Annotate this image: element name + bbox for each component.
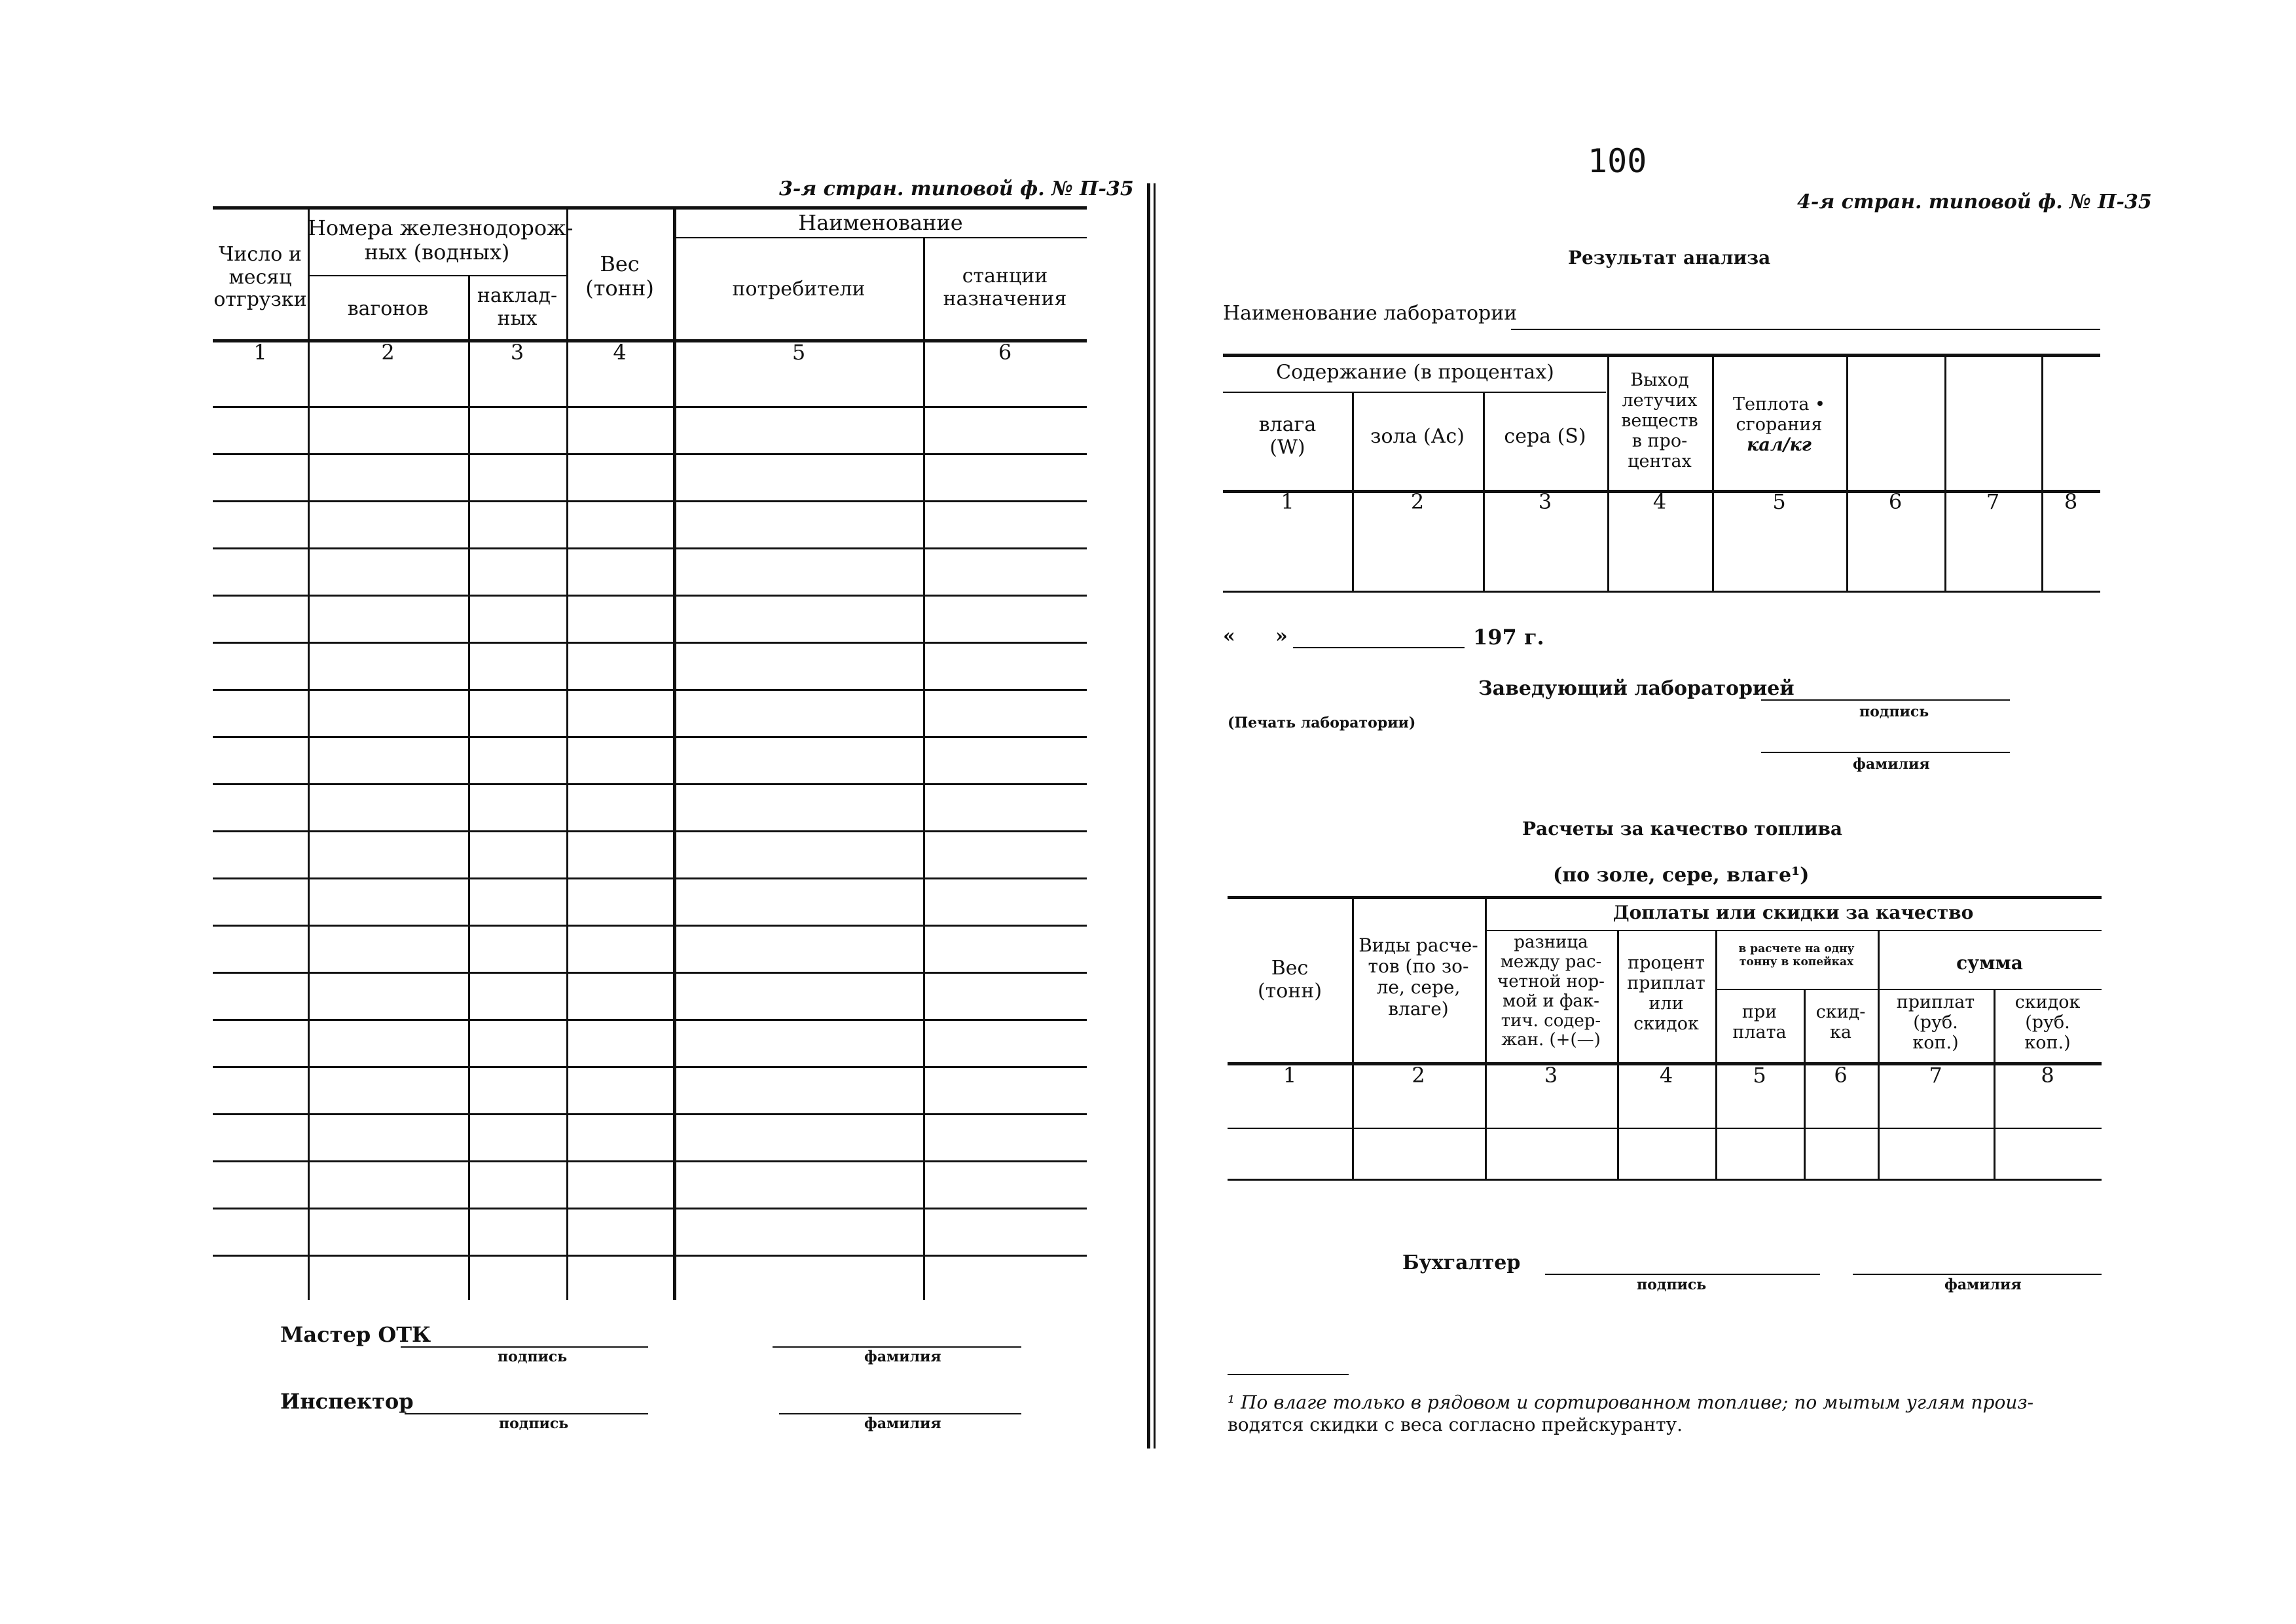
- left-vline-1: [308, 206, 310, 1300]
- t2-colnum-6: 6: [1834, 1063, 1848, 1088]
- row-line: [213, 1208, 1087, 1209]
- row-line: [213, 500, 1087, 502]
- left-colnum-1: 1: [253, 340, 267, 365]
- head-lab-surname-line[interactable]: [1761, 752, 2010, 753]
- t2-percent: процент приплат или скидок: [1627, 953, 1705, 1035]
- head-lab-surname-caption: фамилия: [1853, 756, 1930, 773]
- t1-vline-4: [1712, 354, 1714, 591]
- t2-pay-subline: [1715, 989, 2102, 990]
- t2-sum: сумма: [1956, 952, 2023, 974]
- hdr-weight: Вес (тонн): [585, 251, 654, 301]
- date-line[interactable]: [1293, 647, 1465, 648]
- hdr-wagons: вагонов: [347, 297, 429, 320]
- page-number: 100: [1588, 142, 1647, 180]
- t2-sum-surcharge: приплат (руб. коп.): [1896, 992, 1975, 1054]
- row-line: [213, 736, 1087, 738]
- row-line: [213, 877, 1087, 879]
- t2-colnum-5: 5: [1753, 1063, 1766, 1088]
- t1-volatile: Выход летучих веществ в про- центах: [1621, 370, 1698, 472]
- accountant-surname-line[interactable]: [1853, 1274, 2102, 1275]
- row-line: [213, 925, 1087, 927]
- left-colnum-5: 5: [792, 340, 806, 365]
- hdr-consumers: потребители: [732, 278, 866, 301]
- row-line: [213, 1255, 1087, 1257]
- head-lab-sign-line[interactable]: [1761, 699, 2010, 701]
- lab-name-line[interactable]: [1511, 329, 2100, 330]
- t2-surcharge-subline: [1485, 930, 2102, 931]
- row-line: [213, 547, 1087, 549]
- row-line: [213, 783, 1087, 785]
- t1-ash: зола (Ас): [1370, 425, 1465, 448]
- row-line: [213, 595, 1087, 597]
- t2-colnum-3: 3: [1544, 1063, 1558, 1088]
- inspector-surname-caption: фамилия: [864, 1415, 941, 1432]
- left-colnum-6: 6: [998, 340, 1012, 365]
- t2-colnum-8: 8: [2041, 1063, 2054, 1088]
- t2-row-2: [1228, 1179, 2102, 1181]
- t2-colnum-7: 7: [1929, 1063, 1942, 1088]
- row-line: [213, 1019, 1087, 1021]
- t1-vline-6: [1944, 354, 1946, 591]
- inspector-surname-line[interactable]: [779, 1413, 1021, 1414]
- t1-vline-5: [1846, 354, 1848, 591]
- spine-divider: [1147, 183, 1150, 1449]
- t2-sum-discount: скидок (руб. коп.): [2014, 992, 2081, 1054]
- lab-name-label: Наименование лаборатории: [1223, 302, 1518, 325]
- row-line: [213, 972, 1087, 974]
- row-line: [213, 1160, 1087, 1162]
- right-form-ref: 4-я стран. типовой ф. № П-35: [1797, 191, 2152, 213]
- left-vline-5: [923, 237, 925, 1300]
- row-line: [213, 1066, 1087, 1068]
- master-surname-line[interactable]: [773, 1346, 1021, 1348]
- t2-kinds: Виды расче- тов (по зо- ле, сере, влаге): [1358, 934, 1478, 1020]
- left-vline-3: [566, 206, 568, 1300]
- accountant-sign-line[interactable]: [1545, 1274, 1820, 1275]
- left-table-top: [213, 206, 1087, 210]
- hdr-waybills: наклад- ных: [477, 284, 558, 330]
- hdr-rail-numbers: Номера железнодорож- ных (водных): [308, 215, 574, 265]
- t2-colnum-1: 1: [1283, 1063, 1297, 1088]
- accountant-sign-caption: подпись: [1637, 1276, 1707, 1293]
- calc-title: Расчеты за качество топлива: [1522, 818, 1843, 840]
- row-line: [213, 406, 1087, 408]
- row-line: [213, 453, 1087, 455]
- master-otk-label: Мастер ОТК: [280, 1322, 431, 1347]
- t2-discount: скид- ка: [1815, 1002, 1866, 1043]
- row-line: [213, 689, 1087, 691]
- t2-colnum-4: 4: [1659, 1063, 1673, 1088]
- lab-seal: (Печать лаборатории): [1228, 714, 1416, 731]
- left-form-ref: 3-я стран. типовой ф. № П-35: [779, 177, 1134, 200]
- t1-bottom: [1223, 591, 2100, 593]
- master-surname-caption: фамилия: [864, 1348, 941, 1365]
- t2-surcharges-header: Доплаты или скидки за качество: [1613, 902, 1974, 923]
- spine-divider-inner: [1154, 183, 1156, 1449]
- result-title: Результат анализа: [1568, 247, 1771, 268]
- t1-content-header: Содержание (в процентах): [1276, 361, 1554, 384]
- t1-colnum-8: 8: [2064, 489, 2078, 514]
- inspector-label: Инспектор: [280, 1389, 414, 1414]
- t1-vline-7: [2041, 354, 2043, 591]
- inspector-sign-caption: подпись: [499, 1415, 569, 1432]
- t1-sulfur: сера (S): [1504, 425, 1586, 448]
- date-open-quote: «: [1223, 625, 1235, 648]
- t2-surcharge: при плата: [1732, 1002, 1787, 1043]
- t2-weight: Вес (тонн): [1257, 957, 1322, 1003]
- left-colnum-3: 3: [510, 340, 524, 365]
- hdr-date: Число и месяц отгрузки: [213, 243, 307, 311]
- date-year: 197 г.: [1473, 625, 1544, 650]
- left-colnum-4: 4: [613, 340, 627, 365]
- t1-colnum-6: 6: [1888, 489, 1903, 514]
- t2-colnum-2: 2: [1412, 1063, 1425, 1088]
- left-vline-4: [673, 206, 676, 1300]
- t1-heat: Теплота • сгорания кал/кг: [1733, 394, 1825, 456]
- inspector-sign-line[interactable]: [405, 1413, 648, 1414]
- t2-top: [1228, 896, 2102, 899]
- row-line: [213, 830, 1087, 832]
- left-numbers-subline: [308, 275, 566, 276]
- calc-subtitle: (по золе, сере, влаге¹): [1553, 864, 1810, 887]
- t1-colnum-5: 5: [1772, 489, 1786, 514]
- head-lab-sign-caption: подпись: [1859, 703, 1929, 720]
- t2-row-1: [1228, 1128, 2102, 1129]
- t2-per-ton: в расчете на одну тонну в копейках: [1738, 942, 1855, 969]
- left-vline-2: [468, 275, 470, 1300]
- t2-diff: разница между рас- четной нор- мой и фак- тич. содер- жан. (+(—): [1497, 932, 1605, 1050]
- footnote: ¹ По влаге только в рядовом и сортированном топливе; по мытым углям произ- водятся скидки с веса согласно прейскуранту.: [1228, 1392, 2034, 1435]
- t1-colnum-2: 2: [1410, 489, 1425, 514]
- date-close-quote: »: [1275, 625, 1288, 648]
- t1-colnum-4: 4: [1652, 489, 1667, 514]
- hdr-stations: станции назначения: [943, 265, 1067, 310]
- row-line: [213, 1113, 1087, 1115]
- footnote-rule: [1228, 1374, 1349, 1375]
- t1-top: [1223, 354, 2100, 357]
- left-name-subline: [674, 237, 1087, 238]
- head-lab-label: Заведующий лабораторией: [1478, 677, 1795, 700]
- accountant-surname-caption: фамилия: [1944, 1276, 2022, 1293]
- t1-colnum-3: 3: [1538, 489, 1552, 514]
- t1-content-subline: [1223, 392, 1606, 393]
- t1-colnum-1: 1: [1281, 489, 1294, 514]
- hdr-name: Наименование: [798, 210, 963, 235]
- row-line: [213, 642, 1087, 644]
- accountant-label: Бухгалтер: [1402, 1251, 1521, 1274]
- t1-colnum-7: 7: [1986, 489, 2000, 514]
- t1-moisture: влага (W): [1258, 413, 1317, 459]
- master-sign-caption: подпись: [498, 1348, 568, 1365]
- left-colnum-2: 2: [381, 340, 395, 365]
- master-sign-line[interactable]: [401, 1346, 648, 1348]
